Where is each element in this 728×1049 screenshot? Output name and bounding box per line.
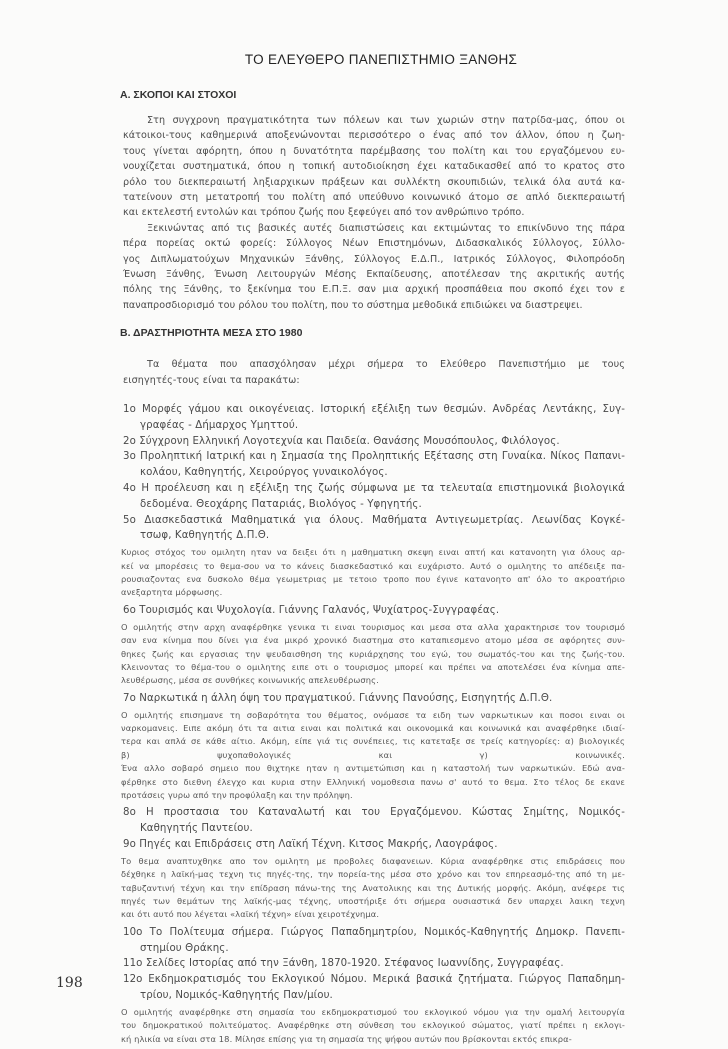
lecture-item: [123, 972, 625, 1046]
section-a-body: [123, 113, 625, 313]
text-line: γος Διπλωματούχων Μηχανικών Ξάνθης, Σύλλογος Ε.Δ.Π., Ιατρικός Σύλλογος, Φιλοπρόοδη: [123, 253, 625, 265]
summary-line: προτάσεις γυρω από την προφύλαξη και την πρόληψη.: [121, 789, 353, 800]
section-a-heading: Α. ΣΚΟΠΟΙ ΚΑΙ ΣΤΟΧΟΙ: [120, 89, 237, 101]
summary-line: Ένα αλλο σοβαρό σημειο που θιχτηκε ηταν η αντιμετώπιση και η καταστολή των ναρκωτικών. Εδώ ανα-: [121, 763, 625, 774]
lecture-item: [123, 925, 625, 957]
lecture-title-line: 3ο Προληπτική Ιατρική και η Σημασία της Προληπτικής Εξέτασης στη Γυναίκα. Νίκος Παπανι-: [123, 451, 625, 463]
lecture-title-line: τσωφ, Καθηγητής Δ.Π.Θ.: [140, 530, 270, 542]
lecture-title-line: 1ο Μορφές γάμου και οικογένειας. Ιστορική εξέλιξη των θεσμών. Ανδρέας Λεντάκης, Συγ-: [123, 404, 625, 416]
text-line: ρόλο του διεκπεραιωτή ληξιαρχικων πράξεων και συλλέκτη σκουπιδιών, τελικά όλα αυτά κα-: [123, 176, 625, 188]
lecture-title-line: 6ο Τουρισμός και Ψυχολογία. Γιάννης Γαλανός, Ψυχίατρος-Συγγραφέας.: [123, 604, 500, 616]
lecture-title-line: 7ο Ναρκωτικά η άλλη όψη του πραγματικού. Γιάννης Πανούσης, Εισηγητής Δ.Π.Θ.: [123, 692, 553, 704]
summary-line: θηκες ζωής και εργασιας την ψευδαισθηση της κυριάρχησης του εγώ, του σωματός-του και της ζωής-του.: [121, 648, 625, 659]
summary-line: Κλεινοντας το θέμα-του ο ομιλητης ειπε οτι ο τουρισμος μπορεί και πρέπει να αποτελέσει ένα κίνημα απε-: [121, 661, 625, 672]
summary-line: δέχθηκε η λαϊκή-μας τεχνη τις πηγές-της, την πορεία-της μέσα στο χρόνο και τον επηρεασμό-της από τη με-: [121, 869, 625, 880]
intro-paragraph: [123, 357, 625, 388]
summary-line: και ότι αυτό που λέγεται «λαϊκή τέχνη» είναι χειροτέχνημα.: [121, 909, 380, 920]
paragraph: [123, 113, 625, 221]
summary-line: ναρκομανεις. Ειπε ακόμη ότι τα αιτια ειναι και πολιτικά και οικονομικά και κοινωνικά και αναφέρθηκε ιδιαί-: [121, 722, 625, 733]
lecture-title-line: στημίου Θράκης.: [140, 942, 229, 954]
summary-line: κεί να μπορέσεις το θεμα-σου να το κάνεις διασκεδαστικό και ευχάριστο. Αυτό ο ομιλητης το απέδειξε πα-: [121, 560, 625, 571]
lecture-item: [123, 805, 625, 837]
text-line: πόλης της Ξάνθης, το ξεκίνημα του Ε.Π.Ξ. σαν μια αρχική προσπάθεια που σκοπό έχει τον ε: [123, 284, 625, 296]
lecture-title-line: τρίου, Νομικός-Καθηγητής Παν/μίου.: [140, 989, 333, 1001]
document-page: [120, 52, 625, 1049]
lecture-item: [123, 434, 625, 450]
summary-line: τερα και απλά σε κάθε αίτιο. Ακόμη, είπε γιά τις συνέπειες, τις κατεταξε σε τρείς κατηγορίες: α) βιολογικές: [121, 736, 625, 747]
lecture-title-line: 8ο Η προστασια του Καταναλωτή και του Εργαζόμενου. Κώστας Σημίτης, Νομικός-: [123, 807, 625, 819]
text-line: τατείνουν στη μετατροπή του πολίτη από υπεύθυνο κοινωνικό άτομο σε απλό διεκπεραιωτή: [123, 192, 625, 204]
lecture-title-line: γραφέας - Δήμαρχος Υμηττού.: [140, 419, 299, 431]
text-line: εισηγητές-τους είναι τα παρακάτω:: [123, 374, 300, 386]
summary-line: πηγές των θεμάτων της λαϊκής-μας τέχνης, υποστήριξε ότι σήμερα ουσιαστικά δεν υπαρχει λαικη τεχνη: [121, 895, 625, 906]
summary-line: β) ψυχοπαθολογικές και γ) κοινωνικές.: [121, 749, 625, 760]
text-line: Ένωση Ξάνθης, Ένωση Λειτουργών Μέσης Εκπαίδευσης, αποτέλεσαν της ακριτικής αυτής: [123, 269, 625, 281]
lecture-title-line: 11ο Σελίδες Ιστορίας από την Ξάνθη, 1870-1920. Στέφανος Ιωαννίδης, Συγγραφέας.: [123, 958, 564, 970]
lecture-item: [123, 481, 625, 513]
lecture-item: [123, 691, 625, 803]
lecture-title-line: 12ο Εκδημοκρατισμός του Εκλογικού Νόμου. Μερικά βασικά ζητήματα. Γιώργος Παπαδημη-: [123, 974, 625, 986]
lecture-title-line: 9ο Πηγές και Επιδράσεις στη Λαϊκή Τέχνη. Κιτσος Μακρής, Λαογράφος.: [123, 838, 498, 850]
text-line: νουχίζεται συστηματικά, όπου η τοπική αυτοδιοίκηση έχει καταδικασθεί από το κρατος στο: [123, 161, 625, 173]
lecture-title-line: 10ο Το Πολίτευμα σήμερα. Γιώργος Παπαδημητρίου, Νομικός-Καθηγητής Δημοκρ. Πανεπι-: [123, 926, 625, 938]
lecture-title-line: 2ο Σύγχρονη Ελληνική Λογοτεχνία και Παιδεία. Θανάσης Μουσόπουλος, Φιλόλογος.: [123, 435, 560, 447]
summary-line: Ο ομιλητής αναφέρθηκε στη σημασία του εκδημοκρατισμού του εκλογικού νόμου για την ομαλή λειτουργία: [121, 1006, 625, 1017]
lecture-summary: [121, 621, 625, 688]
lecture-title-line: Καθηγητής Παντείου.: [140, 823, 253, 835]
text-line: Τα θέματα που απασχόλησαν μέχρι σήμερα το Ελεύθερο Πανεπιστήμιο με τους: [147, 359, 625, 371]
text-line: κάτοικοι-τους καθημερινά αποξενώνονται περισσότερο ο ένας από τον άλλον, όπου η ζωη-: [123, 130, 625, 142]
text-line: πέρα πορείας οκτώ φορείς: Σύλλογος Νέων Επιστημόνων, Διδασκαλικός Σύλλογος, Σύλλο-: [123, 238, 625, 250]
lecture-item: [123, 837, 625, 922]
summary-line: του δημοκρατικού πολιτεύματος. Αναφέρθηκε στη σύνθεση του εκλογικού σώματος, γιατί πρέπει η εκλογι-: [121, 1020, 625, 1031]
lecture-item: [123, 402, 625, 434]
summary-line: Κυριος στόχος του ομιλητη ηταν να δειξει ότι η μαθηματικη σκεψη ειναι απτή και κατανοητη για όλους αρ-: [121, 547, 625, 558]
summary-line: ανεξαρτητα μόρφωσης.: [121, 587, 223, 598]
lecture-item: [123, 513, 625, 600]
document-title: ΤΟ ΕΛΕΥΘΕΡΟ ΠΑΝΕΠΙΣΤΗΜΙΟ ΞΑΝΘΗΣ: [244, 52, 518, 67]
summary-line: κή ηλικία να είναι στα 18. Μίλησε επίσης για τη σημασία της ψήφου αυτών που βρίσκονται εκτός επικρα-: [121, 1033, 572, 1044]
lecture-title-line: δεδομένα. Θεοχάρης Παταριάς, Βιολόγος - Υφηγητής.: [140, 498, 422, 510]
lecture-summary: [121, 1006, 625, 1046]
summary-line: Ο ομιλητής επισημανε τη σοβαρότητα του θέματος, ονόμασε τα ειδη των ναρκωτικων και ποσοι ειναι οι: [121, 709, 625, 720]
text-line: τους γίνεται αφόρητη, όπου η δυνατότητα παρέμβασης του πολίτη και του εργαζόμενου ευ-: [123, 145, 625, 157]
lecture-item: [123, 603, 625, 688]
lecture-summary: [121, 855, 625, 922]
summary-line: Το θεμα αναπτυχθηκε απο τον ομιλητη με προβολες διαφανειων. Κύρια αναφέρθηκε στις επιδράσεις που: [121, 855, 625, 866]
lecture-summary: [121, 546, 625, 600]
summary-line: σαν ενα κίνημα που δίνει για ένα μικρό χρονικό διαστημα στο καταπιεσμενο ατομο μέσα σε αφόρητες συν-: [121, 635, 625, 646]
text-line: και εκτελεστή εντολών και τρόπου ζωής που ξεφεύγει από τον ανθρώπινο τρόπο.: [123, 207, 525, 219]
summary-line: φέρθηκε στο διεθνη έλεγχο και κυρια στην Ελληνική νομοθεσια πανω σ' αυτό το θεμα. Στο τέλος δε εκανε: [121, 776, 625, 787]
text-line: Ξεκινώντας από τις βασικές αυτές διαπιστώσεις και εκτιμώντας το επικίνδυνο της πάρα: [147, 222, 625, 234]
section-b-heading: Β. ΔΡΑΣΤΗΡΙΟΤΗΤΑ ΜΕΣΑ ΣΤΟ 1980: [120, 327, 303, 340]
text-line: Στη συγχρονη πραγματικότητα των πόλεων και των χωριών στην πατρίδα-μας, όπου οι: [147, 115, 625, 126]
lecture-title-line: κολάου, Καθηγητής, Χειρούργος γυναικολόγος.: [140, 467, 388, 479]
lecture-item: [123, 449, 625, 481]
page-number: 198: [56, 975, 83, 991]
summary-line: Ο ομιλητής στην αρχη αναφέρθηκε γενικα τι ειναι τουρισμος και μεσα στα αλλα χαρακτηρισε τον τουρισμό: [121, 621, 625, 632]
summary-line: ταβυζαντινή τέχνη και την επίδραση πάνω-της της Ανατολικης και της Δυτικής μορφής. Ακόμη, ανέφερε τις: [121, 882, 625, 893]
lecture-title-line: 4ο Η προέλευση και η εξέλιξη της ζωής σύμφωνα με τα τελευταία επιστημονικά βιολογικά: [123, 483, 625, 495]
lecture-summary: [121, 709, 625, 803]
section-b-body: [123, 357, 625, 1046]
paragraph: [123, 221, 625, 313]
text-line: παναπροσδιορισμό του ρόλου του πολίτη, που το σύστημα μεθοδικά επιδιώκει να διαστρεψει.: [123, 299, 583, 311]
lecture-item: [123, 956, 625, 972]
lecture-title-line: 5ο Διασκεδαστικά Μαθηματικά για όλους. Μαθήματα Αντιγεωμετρίας. Λεωνίδας Κογκέ-: [123, 514, 625, 526]
summary-line: ρουσιαζοντας ενα δυσκολο θέμα γεωμετριας με τετοιο τροπο που έγινε κατανοητο απ' όλο το ακροατήριο: [121, 574, 625, 585]
summary-line: λευθέρωσης, μέσα σε συνθήκες κοινωνικής απελευθέρωσης.: [121, 675, 379, 686]
